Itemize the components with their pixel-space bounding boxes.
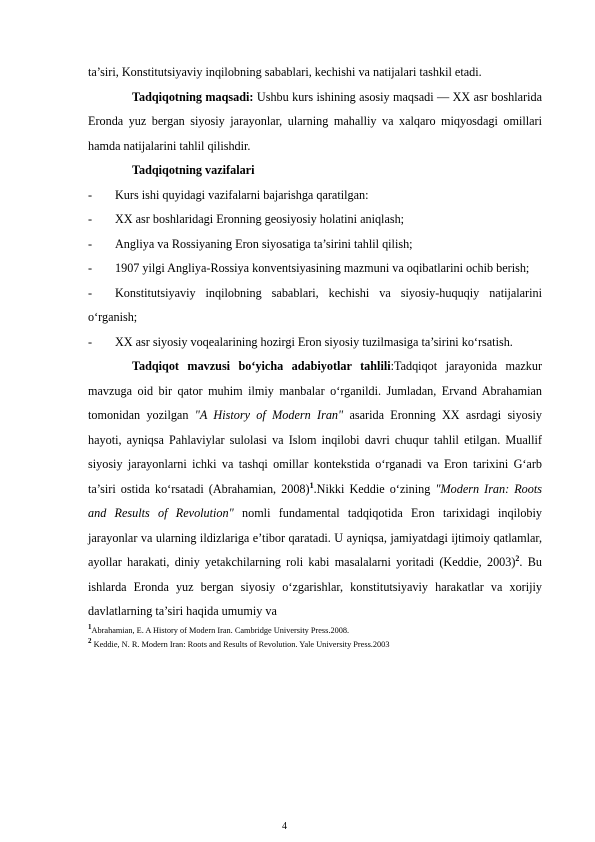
paragraph-aim <box>88 85 542 159</box>
paragraph-intro-end: ta’siri, Konstitutsiyaviy inqilobning sabablari, kechishi va natijalari tashkil etadi. <box>88 65 482 79</box>
task-item <box>88 183 542 208</box>
footnote-ref-2: 2 <box>515 553 520 563</box>
aim-text: Ushbu kurs ishining asosiy maqsadi — XX asr boshlarida Eronda yuz bergan siyosiy jarayonlar, ularning mahalliy va xalqaro miqyosdagi omillari hamda natijalarini tahlil qilishdir. <box>88 89 542 153</box>
tasks-heading: Tadqiqotning vazifalari <box>132 163 255 177</box>
document-body <box>88 60 542 652</box>
task-text: XX asr boshlaridagi Eronning geosiyosiy holatini aniqlash; <box>115 212 405 226</box>
task-item <box>88 256 542 281</box>
dash-bullet: - <box>88 236 93 251</box>
page-number: 4 <box>282 821 287 832</box>
footnote-text: Keddie, N. R. Modern Iran: Roots and Results of Revolution. Yale University Press.2003 <box>91 639 390 649</box>
task-item <box>88 232 542 257</box>
dash-bullet: - <box>88 285 93 300</box>
paragraph-literature <box>88 354 542 624</box>
dash-bullet: - <box>88 261 93 275</box>
task-text: 1907 yilgi Angliya-Rossiya konventsiyasining mazmuni va oqibatlarini ochib berish; <box>115 261 530 275</box>
dash-bullet: - <box>88 334 93 349</box>
book-title-1: "A History of Modern Iran" <box>194 408 344 422</box>
aim-label: Tadqiqotning maqsadi: <box>132 89 254 104</box>
task-text: Konstitutsiyaviy inqilobning sabablari, kechishi va siyosiy-huquqiy natijalarini o‘rganish; <box>88 285 542 324</box>
dash-bullet: - <box>88 212 93 226</box>
literature-text-2: asarida Eronning XX asrdagi siyosiy hayoti, ayniqsa Pahlaviylar sulolasi va Islom inqilobi davri chuqur tahlil etilgan. Muallif siyosiy jarayonlarni ichki va tashqi omillar kontekstida o‘rganadi va Eron tarixini G‘arb ta’siri ostida ko‘rsatadi (Abrahamian, 2008) <box>88 408 542 496</box>
literature-label: Tadqiqot mavzusi bo‘yicha adabiyotlar tahlili <box>132 359 391 373</box>
literature-text-1: :Tadqiqot jarayonida mazkur mavzuga oid bir qator muhim ilmiy manbalar o‘rganildi. Jumladan, Ervand Abrahamian tomonidan yozilgan <box>88 359 543 422</box>
footnote-ref-1: 1 <box>309 480 314 490</box>
task-item <box>88 281 542 330</box>
task-text: Kurs ishi quyidagi vazifalarni bajarishga qaratilgan: <box>115 187 369 202</box>
footnote-number: 1 <box>88 622 92 631</box>
footnote <box>88 638 542 652</box>
task-text: Angliya va Rossiyaning Eron siyosatiga ta’sirini tahlil qilish; <box>115 236 413 251</box>
task-item <box>88 330 542 355</box>
book-title-2: "Modern Iran: Roots and Results of Revolution" <box>88 481 542 520</box>
literature-text-5: . Bu ishlarda Eronda yuz bergan siyosiy o‘zgarishlar, konstitutsiyaviy harakatlar va xorijiy davlatlarning ta’siri haqida umumiy va <box>88 555 542 618</box>
dash-bullet: - <box>88 187 93 202</box>
literature-text-3: .Nikki Keddie o‘zining <box>313 481 436 496</box>
footnote <box>88 624 542 638</box>
task-item <box>88 207 542 232</box>
footnote-number: 2 <box>88 636 92 645</box>
literature-text-4: nomli fundamental tadqiqotida Eron tarixidagi inqilobiy jarayonlar va ularning ildizlariga e’tibor qaratadi. U ayniqsa, jamiyatdagi ijtimoiy qatlamlar, ayollar harakati, diniy yetakchilarning roli kabi masalalarni yoritadi (Keddie, 2003) <box>88 506 543 569</box>
task-text: XX asr siyosiy voqealarining hozirgi Eron siyosiy tuzilmasiga ta’sirini ko‘rsatish. <box>115 334 513 349</box>
footnote-text: Abrahamian, E. A History of Modern Iran. Cambridge University Press.2008. <box>91 625 350 635</box>
